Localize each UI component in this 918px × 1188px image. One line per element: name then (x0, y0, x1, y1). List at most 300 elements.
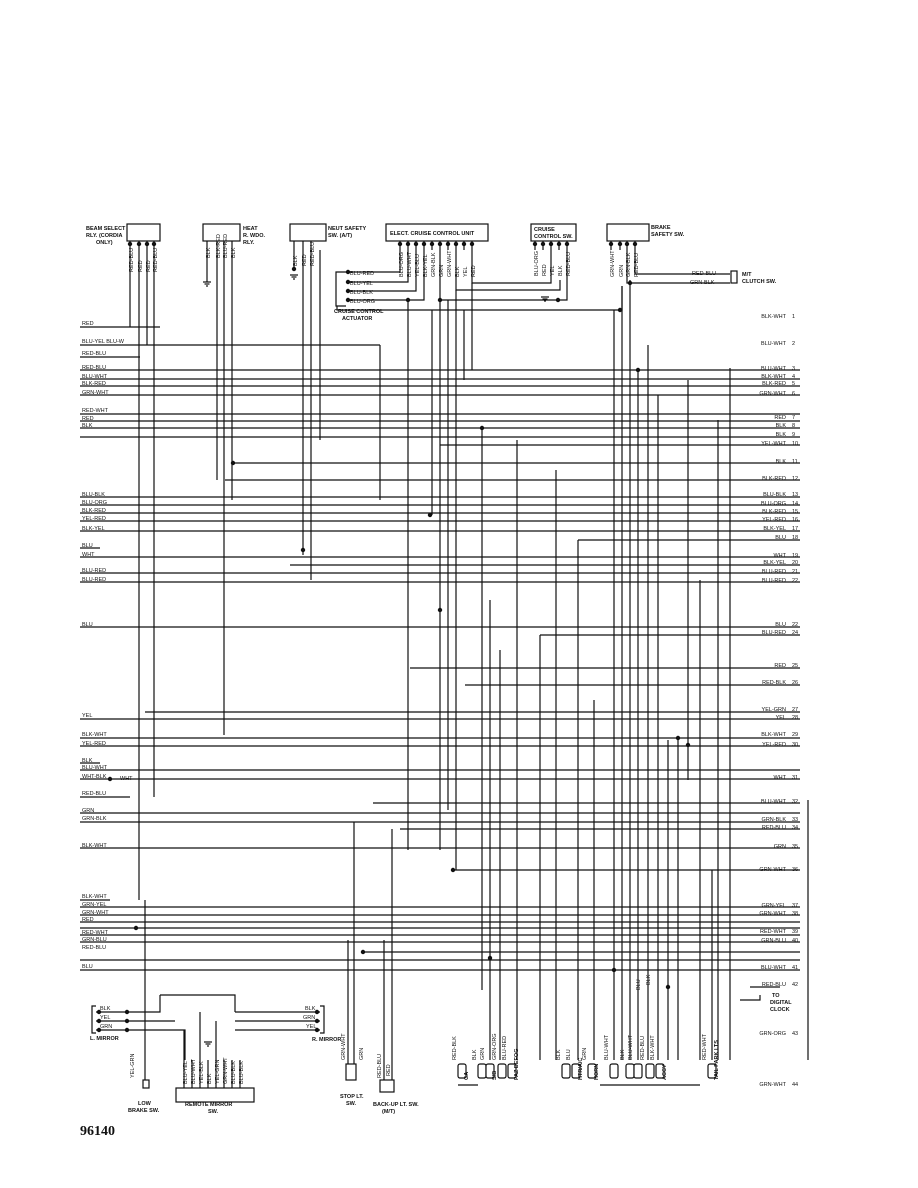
wire (740, 995, 760, 1000)
pin-label: YEL (550, 265, 556, 276)
left-wire-label: BLK (82, 758, 93, 764)
splice-dot (438, 242, 442, 246)
splice-dot (145, 242, 149, 246)
right-wire-label: BLK (775, 432, 786, 438)
splice-dot (666, 985, 670, 989)
right-wire-label: BLU-RED (761, 630, 786, 636)
left-wire-label: BLK (82, 423, 93, 429)
right-wire-number: 43 (792, 1031, 799, 1037)
backup-light-switch-box (380, 1080, 394, 1092)
left-wire-label: RED-WHT (82, 408, 108, 414)
right-wire-label: YEL-RED (762, 517, 786, 523)
left-wire-label: BLK-WHT (82, 894, 107, 900)
right-wire-number: 28 (792, 715, 799, 721)
pin-label: BLK-RED (216, 234, 222, 258)
splice-dot (488, 956, 492, 960)
left-wire-label: GRN-BLK (82, 816, 107, 822)
connector-tag: HTR/A/C (578, 1057, 584, 1080)
clutch-switch-box (731, 271, 737, 283)
heat-relay-label (243, 226, 265, 246)
splice-dot (470, 242, 474, 246)
r-mirror-wire-labels (303, 1006, 316, 1030)
beam-select-relay-box (127, 224, 160, 241)
pin-label: BLU-YEL (183, 1061, 189, 1084)
fuse-connector (634, 1064, 642, 1078)
right-wire-number: 8 (792, 423, 796, 429)
svg-text:STOP LT.: STOP LT. (340, 1094, 364, 1100)
low-brake-switch-label (128, 1101, 160, 1114)
pin-label: BLK-YEL (423, 254, 429, 277)
splice-dot (686, 743, 690, 747)
svg-text:BLU-BLK: BLU-BLK (350, 290, 373, 296)
page-number: 96140 (80, 1124, 115, 1139)
pin-label: RED-BLU (153, 247, 159, 272)
right-wire-label: RED-BLK (762, 680, 786, 686)
left-wire-label: GRN-BLU (82, 937, 107, 943)
right-wire-number: 13 (792, 492, 799, 498)
pin-label: BLK (620, 1049, 626, 1060)
svg-text:ACTUATOR: ACTUATOR (342, 316, 373, 322)
splice-dot (108, 777, 112, 781)
pin-label: GRN-BLK (626, 252, 632, 277)
svg-text:M/T: M/T (742, 272, 752, 278)
svg-text:RLY.: RLY. (243, 240, 255, 246)
remote-mirror-box (176, 1088, 254, 1102)
connector-tag: S/B (492, 1070, 498, 1080)
svg-text:CONTROL SW.: CONTROL SW. (534, 234, 573, 240)
pin-label: RED-WHT (702, 1034, 708, 1060)
clutch-switch-label (742, 272, 777, 285)
right-wire-number: 33 (792, 817, 799, 823)
pin-label: RED (542, 264, 548, 276)
connector-pin-labels (129, 234, 720, 1084)
splice-dot (428, 513, 432, 517)
pin-label: BLU-WHT (191, 1058, 197, 1084)
low-brake-switch-box (143, 1080, 149, 1088)
right-wire-label: BLK-YEL (763, 560, 786, 566)
pin-label: BLK (231, 247, 237, 258)
pin-label: RED-BLU (640, 1035, 646, 1060)
splice-dot (556, 298, 560, 302)
wire (160, 995, 235, 1012)
right-wire-number: 22 (792, 622, 799, 628)
svg-text:CRUISE CONTROL: CRUISE CONTROL (334, 309, 384, 315)
pin-label: RED-BLU (129, 247, 135, 272)
right-wire-number: 4 (792, 374, 796, 380)
right-wire-label: BLU-WHT (760, 965, 786, 971)
left-wire-label: BLK-WHT (82, 843, 107, 849)
pin-label: RED (138, 260, 144, 272)
left-wire-label: RED (82, 917, 94, 923)
right-wire-label: BLU-RED (761, 569, 786, 575)
splice-dot (361, 950, 365, 954)
left-wire-label: RED (82, 416, 94, 422)
splice-dot (541, 242, 545, 246)
right-wire-label: BLU-WHT (760, 366, 786, 372)
splice-dot (454, 242, 458, 246)
left-wire-label: BLU (82, 964, 93, 970)
svg-text:BACK-UP LT. SW.: BACK-UP LT. SW. (373, 1102, 419, 1108)
right-wire-label: BLK (775, 459, 786, 465)
cruise-actuator-label (334, 309, 384, 322)
splice-dot (609, 242, 613, 246)
right-wire-number: 42 (792, 982, 799, 988)
right-wire-number: 38 (792, 911, 799, 917)
splice-dot (618, 308, 622, 312)
connector-tag: FAZ DEFOG (514, 1048, 520, 1080)
right-wire-number: 6 (792, 391, 796, 397)
splice-dot (451, 868, 455, 872)
svg-text:GRN: GRN (303, 1015, 316, 1021)
pin-label: RED-BLU (634, 252, 640, 277)
left-wire-label: BLU-YEL BLU-W (82, 339, 124, 345)
right-wire-number: 11 (792, 459, 798, 465)
right-wire-number: 14 (792, 501, 799, 507)
pin-label: RED-BLK (452, 1036, 458, 1060)
svg-text:YEL: YEL (100, 1015, 111, 1021)
left-wire-label: BLK-RED (82, 508, 106, 514)
splice-dot (565, 242, 569, 246)
right-wire-number: 30 (792, 742, 799, 748)
right-wire-number: 19 (792, 553, 799, 559)
right-wire-number: 39 (792, 929, 799, 935)
pin-label: BLU-BLK (231, 1061, 237, 1084)
left-wire-labels (82, 321, 125, 970)
pin-label: BLU-WHT (628, 1034, 634, 1060)
right-wire-number: 41 (792, 965, 799, 971)
svg-text:BLK: BLK (305, 1006, 316, 1012)
right-wire-number: 21 (792, 569, 799, 575)
wire (627, 250, 730, 283)
splice-dot (549, 242, 553, 246)
svg-text:CLOCK: CLOCK (770, 1007, 790, 1013)
wire (350, 250, 400, 272)
splice-dot (625, 242, 629, 246)
l-mirror-bracket (92, 1006, 96, 1033)
wire (130, 1030, 185, 1060)
splice-dot (462, 242, 466, 246)
splice-dot (533, 242, 537, 246)
svg-text:BLU-ORG: BLU-ORG (350, 299, 376, 305)
pin-label: GRN-WHT (610, 250, 616, 277)
svg-text:GRN-BLK: GRN-BLK (690, 280, 715, 286)
right-wire-label: GRN-BLK (761, 817, 786, 823)
left-wire-label: GRN (82, 808, 95, 814)
pin-label: RED (302, 254, 308, 266)
right-wire-number: 18 (792, 535, 799, 541)
right-wire-number: 27 (792, 707, 799, 713)
brake-safety-switch-label (651, 225, 685, 238)
pin-label: BLU-WHT (604, 1034, 610, 1060)
svg-text:CRUISE: CRUISE (534, 227, 555, 233)
right-wire-number: 34 (792, 825, 799, 831)
svg-text:L. MIRROR: L. MIRROR (90, 1036, 119, 1042)
splice-dot (315, 1010, 319, 1014)
splice-dot (128, 242, 132, 246)
right-wire-label: BLK-RED (762, 476, 786, 482)
right-wire-label: GRN-YEL (761, 903, 786, 909)
svg-text:RLY. (CORDIA: RLY. (CORDIA (86, 233, 123, 239)
right-wire-number: 36 (792, 867, 799, 873)
right-wire-label: GRN-WHT (759, 1082, 786, 1088)
stop-light-switch-label (340, 1094, 364, 1107)
pin-label: BLK (646, 974, 652, 985)
splice-dot (292, 267, 296, 271)
splice-dot (557, 242, 561, 246)
left-wire-label: YEL-RED (82, 741, 106, 747)
left-wire-label: RED-BLU (82, 365, 107, 371)
pin-label: BLK-WHT (650, 1035, 656, 1060)
brake-switch-box (607, 224, 649, 241)
svg-text:GRN: GRN (100, 1024, 113, 1030)
right-wire-label: BLU-WHT (760, 799, 786, 805)
left-wire-label: WHT-BLK (82, 774, 107, 780)
fuse-connector (478, 1064, 486, 1078)
pin-label: RED-BLU (310, 241, 316, 266)
right-wire-label: YEL-GRN (761, 707, 786, 713)
left-wire-label: RED-BLU (82, 351, 107, 357)
fuse-connector (646, 1064, 654, 1078)
svg-text:DIGITAL: DIGITAL (770, 1000, 792, 1006)
pin-label: BLK (455, 266, 461, 277)
right-wire-number: 24 (792, 630, 799, 636)
right-wire-number: 20 (792, 560, 799, 566)
right-wire-label: RED-BLU (761, 982, 786, 988)
svg-text:R. MIRROR: R. MIRROR (312, 1037, 342, 1043)
svg-text:(M/T): (M/T) (382, 1109, 396, 1115)
svg-text:YEL: YEL (306, 1024, 317, 1030)
svg-text:RED-BLU: RED-BLU (692, 271, 717, 277)
svg-text:REMOTE MIRROR: REMOTE MIRROR (185, 1102, 233, 1108)
pin-label: RED (471, 265, 477, 277)
right-wire-label: GRN-WHT (759, 391, 786, 397)
right-wire-label: GRN-ORG (759, 1031, 786, 1037)
right-wire-label: YEL-RED (762, 742, 786, 748)
splice-dot (315, 1019, 319, 1023)
fuse-connector (610, 1064, 618, 1078)
pin-label: BLU-WHT (407, 251, 413, 277)
fuse-connector (498, 1064, 506, 1078)
left-wire-label: BLU (82, 543, 93, 549)
right-wire-labels (759, 314, 798, 1088)
left-wire-label: BLU-RED (82, 568, 107, 574)
splice-dot (633, 242, 637, 246)
right-wire-number: 16 (792, 517, 799, 523)
connector-tag: GA (464, 1071, 470, 1080)
right-wire-label: BLU-RED (761, 578, 786, 584)
pin-label: BLU-ORG (399, 251, 405, 277)
pin-label: BLK (293, 255, 299, 266)
splice-dot (438, 608, 442, 612)
right-wire-number: 29 (792, 732, 799, 738)
right-wire-number: 7 (792, 415, 796, 421)
left-wire-label: BLU-ORG (82, 500, 108, 506)
splice-dot (231, 461, 235, 465)
splice-dot (636, 368, 640, 372)
splice-dot (612, 968, 616, 972)
splice-dot (480, 426, 484, 430)
pin-label: RED (386, 1064, 392, 1076)
right-wire-label: BLU (775, 535, 786, 541)
wht-splice-label: WHT (120, 776, 133, 782)
right-wire-label: GRN (773, 844, 786, 850)
svg-text:LOW: LOW (138, 1101, 151, 1107)
svg-text:BEAM SELECT: BEAM SELECT (86, 226, 126, 232)
svg-text:HEAT: HEAT (243, 226, 258, 232)
pin-label: BLK (558, 265, 564, 276)
splice-dot (301, 548, 305, 552)
neut-safety-box (290, 224, 326, 241)
pin-label: YEL-GRN (130, 1053, 136, 1078)
pin-label: BLK (207, 1073, 213, 1084)
l-mirror-wire-labels (100, 1006, 112, 1030)
splice-dot (414, 242, 418, 246)
splice-dot (152, 242, 156, 246)
pin-label: GRN (480, 1047, 486, 1060)
pin-label: RED-BLU (377, 1053, 383, 1078)
right-wire-label: BLU-BLK (763, 492, 786, 498)
backup-light-switch-label (373, 1102, 419, 1115)
pin-label: GRN (582, 1047, 588, 1060)
splice-dot (406, 298, 410, 302)
digital-clock-label (770, 993, 792, 1013)
pin-label: BLU-RED (502, 1035, 508, 1060)
right-wire-label: BLK-WHT (761, 314, 786, 320)
right-wire-number: 3 (792, 366, 796, 372)
right-wire-number: 44 (792, 1082, 799, 1088)
beam-select-relay-label (86, 226, 126, 246)
pin-label: YEL-GRN (215, 1059, 221, 1084)
right-wire-number: 17 (792, 526, 799, 532)
svg-text:SW.: SW. (346, 1101, 357, 1107)
left-wire-label: WHT (82, 552, 95, 558)
pin-label: GRN-BLK (431, 252, 437, 277)
pin-label: BLK (556, 1049, 562, 1060)
right-wire-label: BLK (775, 423, 786, 429)
r-mirror-label (312, 1037, 341, 1043)
svg-text:BLU-YEL: BLU-YEL (350, 281, 373, 287)
left-wire-label: BLK-RED (82, 381, 106, 387)
right-wire-label: BLK-WHT (761, 732, 786, 738)
right-wire-number: 35 (792, 844, 799, 850)
right-wire-number: 26 (792, 680, 799, 686)
pin-label: GRN (359, 1047, 365, 1060)
splice-dot (125, 1019, 129, 1023)
left-wire-label: BLU (82, 622, 93, 628)
pin-label: GRN-WHT (447, 250, 453, 277)
wire-lines (80, 241, 808, 1088)
pin-label: RED-BLU (566, 251, 572, 276)
svg-text:SW.: SW. (208, 1109, 219, 1115)
splice-dot (406, 242, 410, 246)
pin-label: BLK (472, 1049, 478, 1060)
right-wire-label: BLK-RED (762, 381, 786, 387)
right-wire-number: 37 (792, 903, 799, 909)
splice-dot (398, 242, 402, 246)
pin-label: GRN (619, 264, 625, 277)
svg-text:SAFETY SW.: SAFETY SW. (651, 232, 685, 238)
svg-text:BLK: BLK (100, 1006, 111, 1012)
pin-label: BLU-ORG (534, 250, 540, 276)
left-wire-label: BLU-BLK (82, 492, 105, 498)
cruise-control-unit-label: ELECT. CRUISE CONTROL UNIT (390, 231, 475, 237)
svg-text:BLU-RED: BLU-RED (350, 271, 375, 277)
right-wire-label: RED-BLU (761, 825, 786, 831)
pin-label: YEL-BLU (415, 254, 421, 277)
splice-dot (137, 242, 141, 246)
left-wire-label: YEL (82, 713, 93, 719)
splice-dots (97, 242, 690, 1032)
right-wire-number: 25 (792, 663, 799, 669)
right-wire-label: BLK-YEL (763, 526, 786, 532)
right-wire-label: BLK-WHT (761, 374, 786, 380)
connector-tag: ACCY (662, 1064, 668, 1080)
right-wire-number: 31 (792, 775, 799, 781)
remote-mirror-switch-label (185, 1102, 232, 1115)
svg-text:BRAKE SW.: BRAKE SW. (128, 1108, 160, 1114)
pin-label: RED (146, 260, 152, 272)
right-wire-label: GRN-WHT (759, 867, 786, 873)
right-wire-label: RED (774, 415, 786, 421)
pin-label: GRN-WHT (223, 1057, 229, 1084)
splice-dot (618, 242, 622, 246)
left-wire-label: BLU-WHT (82, 374, 108, 380)
svg-text:BRAKE: BRAKE (651, 225, 671, 231)
fuse-connector (562, 1064, 570, 1078)
right-wire-label: RED-WHT (760, 929, 786, 935)
left-wire-label: GRN-WHT (82, 910, 109, 916)
pin-label: YEL-BLK (199, 1061, 205, 1084)
left-wire-label: RED-BLU (82, 945, 107, 951)
actuator-wire-labels (350, 271, 375, 305)
right-wire-number: 2 (792, 341, 796, 347)
splice-dot (134, 926, 138, 930)
right-wire-number: 5 (792, 381, 796, 387)
left-wire-label: GRN-YEL (82, 902, 107, 908)
left-wire-label: BLK-YEL (82, 526, 105, 532)
svg-text:NEUT SAFETY: NEUT SAFETY (328, 226, 367, 232)
splice-dot (438, 298, 442, 302)
splice-dot (628, 281, 632, 285)
svg-text:R. WDO.: R. WDO. (243, 233, 265, 239)
splice-dot (422, 242, 426, 246)
stop-light-switch-box (346, 1064, 356, 1080)
left-wire-label: RED-WHT (82, 930, 108, 936)
pin-label: GRN-ORG (492, 1033, 498, 1060)
left-wire-label: GRN-WHT (82, 390, 109, 396)
svg-text:TO: TO (772, 993, 780, 999)
splice-dot (430, 242, 434, 246)
right-wire-label: WHT (773, 553, 786, 559)
right-wire-label: BLU (775, 622, 786, 628)
right-wire-number: 40 (792, 938, 799, 944)
pin-label: BLU (636, 979, 642, 990)
right-wire-number: 10 (792, 441, 799, 447)
svg-text:ONLY): ONLY) (96, 240, 113, 246)
svg-text:SW. (A/T): SW. (A/T) (328, 233, 353, 239)
right-wire-number: 32 (792, 799, 799, 805)
splice-dot (676, 736, 680, 740)
right-wire-label: YEL-WHT (761, 441, 786, 447)
right-wire-label: GRN-BLU (761, 938, 786, 944)
l-mirror-label (90, 1036, 119, 1042)
left-wire-label: RED-BLU (82, 791, 107, 797)
splice-dot (125, 1028, 129, 1032)
right-wire-label: RED (774, 663, 786, 669)
left-wire-label: BLU-WHT (82, 765, 108, 771)
splice-dot (446, 242, 450, 246)
left-wire-label: BLU-RED (82, 577, 107, 583)
